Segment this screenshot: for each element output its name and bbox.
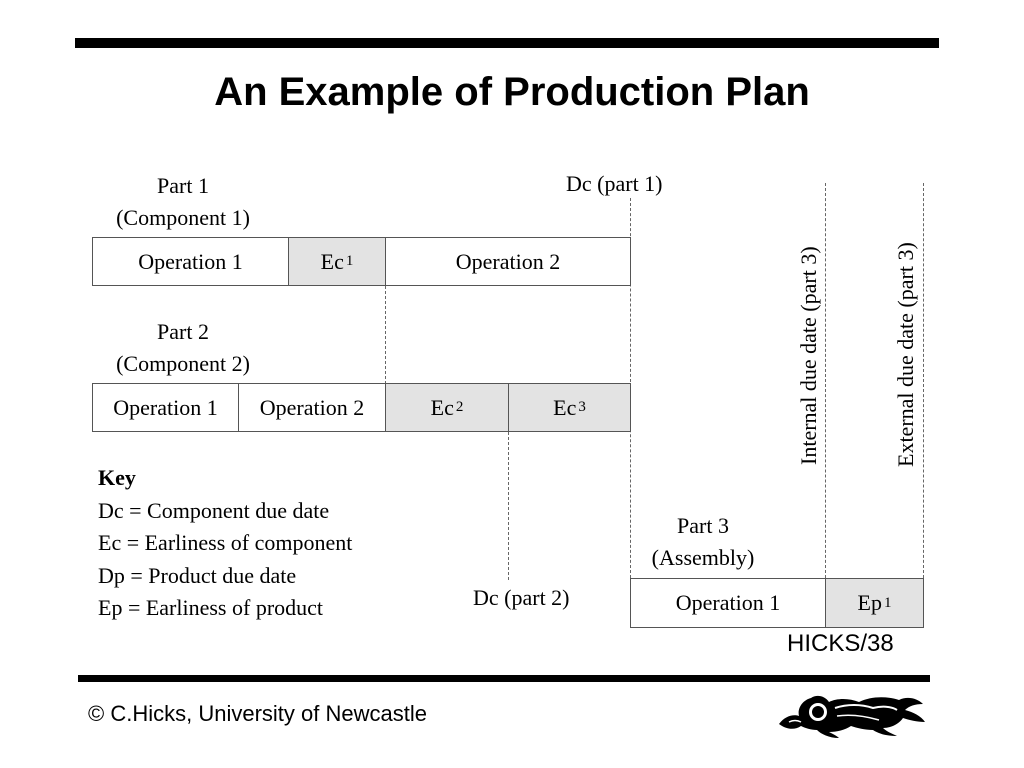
key-heading: Key <box>98 465 136 490</box>
part2-ec3: Ec 3 <box>508 383 631 432</box>
external-due-date-label: External due date (part 3) <box>893 242 918 467</box>
key-legend <box>98 462 352 625</box>
part2-operation2: Operation 2 <box>238 383 386 432</box>
part3-label: Part 3 (Assembly) <box>651 513 755 570</box>
dc-part1-label: Dc (part 1) <box>566 171 663 196</box>
part3-ep1: Ep 1 <box>825 578 924 628</box>
part2-ec2: Ec 2 <box>385 383 509 432</box>
key-item: Dp = Product due date <box>98 562 297 588</box>
slide-number: HICKS/38 <box>787 630 894 657</box>
top-rule <box>75 38 939 48</box>
bottom-rule <box>78 675 930 682</box>
university-lion-logo <box>775 686 930 738</box>
internal-due-date-label: Internal due date (part 3) <box>796 246 821 465</box>
part1-ec1: Ec 1 <box>288 237 386 286</box>
part1-label: Part 1 (Component 1) <box>116 173 250 230</box>
part1-operation2: Operation 2 <box>385 237 631 286</box>
part1-operation1: Operation 1 <box>92 237 289 286</box>
ec1-boundary-line <box>385 286 386 384</box>
part2-operation1: Operation 1 <box>92 383 239 432</box>
slide-title: An Example of Production Plan <box>214 70 810 114</box>
footer-copyright: © C.Hicks, University of Newcastle <box>88 701 427 726</box>
key-item: Dc = Component due date <box>98 497 330 523</box>
part3-operation1: Operation 1 <box>630 578 826 628</box>
external-due-date-line <box>923 183 924 578</box>
part2-label: Part 2 (Component 2) <box>116 319 250 376</box>
internal-due-date-line <box>825 183 826 578</box>
dc-part2-label: Dc (part 2) <box>473 585 570 610</box>
key-item: Ep = Earliness of product <box>98 595 324 620</box>
key-item: Ec = Earliness of component <box>98 530 353 555</box>
dc-part2-line <box>508 432 509 580</box>
